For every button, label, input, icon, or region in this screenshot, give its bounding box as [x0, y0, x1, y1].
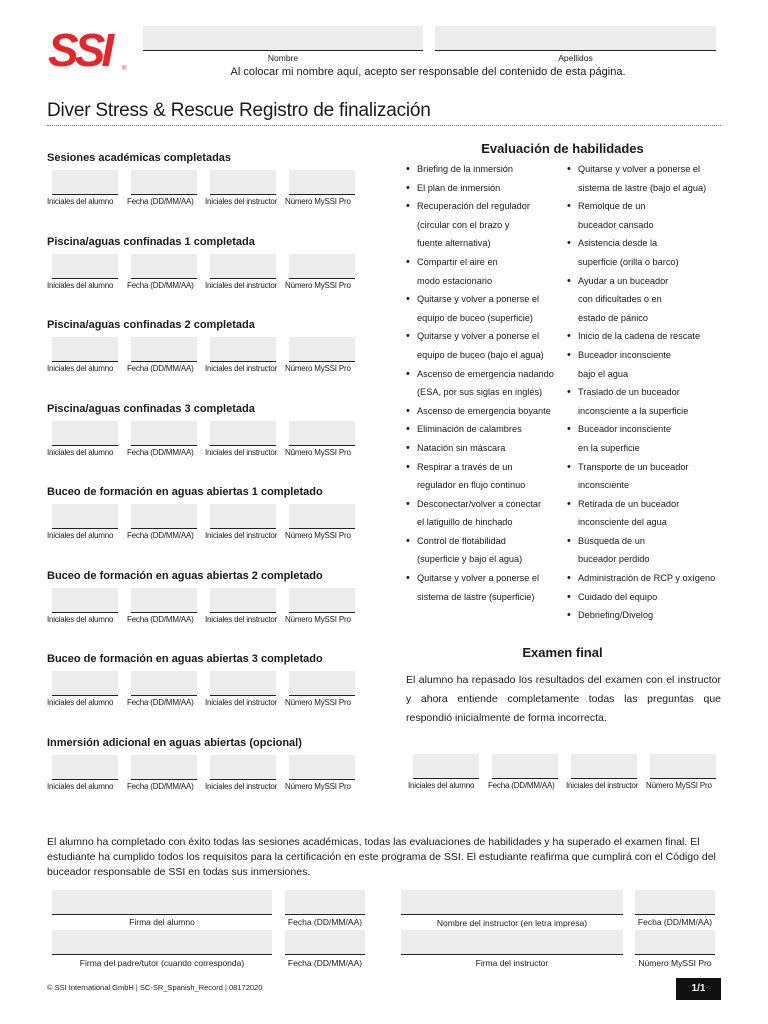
instructor-initials-field[interactable]: [210, 588, 276, 613]
student-initials-field[interactable]: [52, 671, 118, 696]
field-label: Fecha (DD/MM/AA): [127, 781, 194, 791]
field-label: Número MySSI Pro: [285, 364, 351, 373]
skill-item: • Remolque de un buceador cansado: [566, 197, 731, 234]
student-initials-field[interactable]: [52, 170, 118, 195]
exam-date-field[interactable]: [492, 754, 558, 779]
instructor-initials-field[interactable]: [210, 671, 276, 696]
skill-item: • Control de flotabilidad (superficie y bajo el agua): [405, 532, 570, 569]
myssi-number-field[interactable]: [289, 671, 355, 696]
svg-text:SSI: SSI: [48, 26, 111, 72]
instructor-name-label: Nombre del instructor (en letra impresa): [436, 918, 588, 928]
name-field[interactable]: [143, 26, 423, 51]
date-field[interactable]: [131, 671, 197, 696]
certification-text: El alumno ha completado con éxito todas las sesiones académicas, todas las evaluaciones de habilidades y ha superado el examen final. El estudiante ha cumplido todos los requisitos para la certificación en este programa de SSI. El estudiante reafirma que cumplirá con el Código del buceador responsable de SSI en todas sus inmersiones.: [47, 836, 716, 878]
exam-instructor-initials-field[interactable]: [571, 754, 637, 779]
exam-text: El alumno ha repasado los resultados del examen con el instructor y ahora entiende completamente todas las preguntas que respondió inicialmente de forma incorrecta.: [406, 674, 721, 724]
myssi-number-field[interactable]: [289, 504, 355, 529]
guardian-signature-field[interactable]: [52, 930, 272, 955]
name-label: Nombre: [267, 53, 299, 63]
myssi-number-field[interactable]: [289, 254, 355, 279]
guardian-signature-label: Firma del padre/tutor (cuando corresponda): [79, 958, 245, 968]
skill-item: • Quitarse y volver a ponerse el sistema de lastre (superficie): [405, 569, 570, 606]
student-signature-field[interactable]: [52, 890, 272, 915]
myssi-number-field[interactable]: [289, 755, 355, 780]
field-label: Iniciales del instructor: [205, 781, 278, 791]
date-field[interactable]: [131, 170, 197, 195]
skill-item: • Buceador inconsciente en la superficie: [566, 420, 731, 457]
field-label: Fecha (DD/MM/AA): [127, 614, 194, 624]
instructor-initials-field[interactable]: [210, 337, 276, 362]
date-field-3[interactable]: [285, 930, 365, 955]
surname-label: Apellidos: [558, 53, 593, 63]
field-label: Iniciales del instructor: [205, 447, 278, 457]
page-number: 1/1: [676, 978, 721, 1000]
skill-item: • Administración de RCP y oxígeno: [566, 569, 731, 588]
field-label: Número MySSI Pro: [285, 781, 351, 791]
skill-item: • Compartir el aire en modo estacionario: [405, 253, 570, 290]
field-label: Iniciales del instructor: [205, 280, 278, 290]
date-field[interactable]: [131, 254, 197, 279]
session-title: Buceo de formación en aguas abiertas 3 completado: [47, 653, 323, 665]
exam-student-initials-field[interactable]: [413, 754, 479, 779]
field-label: Iniciales del alumno: [47, 280, 114, 290]
skill-item: • Asistencia desde la superficie (orilla o barco): [566, 234, 731, 271]
skill-item: • Retirada de un buceador inconsciente del agua: [566, 495, 731, 532]
date-label-2: Fecha (DD/MM/AA): [637, 917, 713, 927]
ssi-logo: [48, 26, 130, 72]
field-label: Iniciales del instructor: [205, 698, 278, 707]
field-label: Iniciales del alumno: [47, 531, 114, 540]
field-label: Número MySSI Pro: [285, 531, 351, 540]
field-label: Fecha (DD/MM/AA): [127, 698, 194, 707]
student-initials-field[interactable]: [52, 421, 118, 446]
skill-item: • Quitarse y volver a ponerse el sistema de lastre (bajo el agua): [566, 160, 731, 197]
skill-item: • Recuperación del regulador (circular con el brazo y fuente alternativa): [405, 197, 570, 253]
page-title: Diver Stress & Rescue Registro de finalización: [47, 100, 431, 121]
skill-item: • Inicio de la cadena de rescate: [566, 327, 731, 346]
myssi-number-label: Número MySSI Pro: [638, 958, 712, 968]
exam-field-label: Número MySSI Pro: [646, 781, 712, 790]
session-title: Piscina/aguas confinadas 1 completada: [47, 235, 255, 248]
myssi-number-field[interactable]: [289, 588, 355, 613]
student-initials-field[interactable]: [52, 504, 118, 529]
instructor-initials-field[interactable]: [210, 170, 276, 195]
skill-item: • Buceador inconsciente bajo el agua: [566, 346, 731, 383]
exam-field-label: Iniciales del alumno: [408, 781, 475, 790]
instructor-name-field[interactable]: [401, 890, 623, 915]
instructor-signature-field[interactable]: [401, 930, 623, 955]
skill-item: • Natación sin máscara: [405, 439, 570, 458]
session-title: Piscina/aguas confinadas 3 completada: [47, 402, 255, 415]
field-label: Iniciales del alumno: [47, 698, 114, 707]
skill-item: • Búsqueda de un buceador perdido: [566, 532, 731, 569]
exam-title: Examen final: [522, 645, 603, 660]
surname-field[interactable]: [435, 26, 716, 51]
exam-myssi-number-field[interactable]: [650, 754, 716, 779]
instructor-initials-field[interactable]: [210, 504, 276, 529]
field-label: Iniciales del alumno: [47, 197, 114, 206]
exam-field-label: Iniciales del instructor: [566, 781, 639, 790]
field-label: Iniciales del instructor: [205, 614, 278, 624]
field-label: Fecha (DD/MM/AA): [127, 364, 194, 373]
student-initials-field[interactable]: [52, 755, 118, 780]
skill-item: • Ascenso de emergencia nadando (ESA, por sus siglas en inglés): [405, 365, 570, 402]
field-label: Fecha (DD/MM/AA): [127, 531, 194, 540]
skill-item: • Quitarse y volver a ponerse el equipo de buceo (bajo el agua): [405, 327, 570, 364]
skill-item: • Ascenso de emergencia boyante: [405, 402, 570, 421]
skills-title: Evaluación de habilidades: [481, 141, 644, 156]
instructor-signature-label: Firma del instructor: [475, 958, 549, 968]
skill-item: • Desconectar/volver a conectar el latiguillo de hinchado: [405, 495, 570, 532]
date-field[interactable]: [131, 504, 197, 529]
date-field[interactable]: [131, 337, 197, 362]
myssi-number-field[interactable]: [635, 930, 715, 955]
instructor-initials-field[interactable]: [210, 421, 276, 446]
myssi-number-field[interactable]: [289, 337, 355, 362]
date-field[interactable]: [131, 588, 197, 613]
field-label: Iniciales del instructor: [205, 197, 278, 206]
title-divider: [47, 125, 721, 126]
session-title: Buceo de formación en aguas abiertas 2 completado: [47, 569, 323, 582]
instructor-initials-field[interactable]: [210, 755, 276, 780]
student-initials-field[interactable]: [52, 254, 118, 279]
field-label: Número MySSI Pro: [285, 197, 351, 206]
field-label: Fecha (DD/MM/AA): [127, 197, 194, 206]
date-field-1[interactable]: [285, 890, 365, 915]
field-label: Número MySSI Pro: [285, 614, 351, 624]
footer-copyright: © SSI International GmbH | SC-SR_Spanish_Record | 08172020: [47, 983, 263, 992]
field-label: Iniciales del alumno: [47, 781, 114, 791]
session-title: Inmersión adicional en aguas abiertas (opcional): [47, 736, 302, 749]
myssi-number-field[interactable]: [289, 170, 355, 195]
field-label: Iniciales del instructor: [205, 531, 278, 540]
session-title: Piscina/aguas confinadas 2 completada: [47, 319, 255, 331]
student-initials-field[interactable]: [52, 337, 118, 362]
exam-field-label: Fecha (DD/MM/AA): [488, 781, 555, 790]
skill-item: • Eliminación de calambres: [405, 420, 570, 439]
skill-item: • El plan de inmersión: [405, 179, 570, 198]
instructor-initials-field[interactable]: [210, 254, 276, 279]
skills-list-left: [405, 160, 570, 606]
session-title: Buceo de formación en aguas abiertas 1 completado: [47, 486, 323, 498]
skill-item: • Traslado de un buceador inconsciente a la superficie: [566, 383, 731, 420]
acceptance-text: Al colocar mi nombre aquí, acepto ser responsable del contenido de esta página.: [230, 66, 626, 78]
skill-item: • Quitarse y volver a ponerse el equipo de buceo (superficie): [405, 290, 570, 327]
date-field[interactable]: [131, 755, 197, 780]
field-label: Número MySSI Pro: [285, 698, 351, 707]
field-label: Iniciales del alumno: [47, 447, 114, 457]
field-label: Iniciales del instructor: [205, 364, 278, 373]
field-label: Número MySSI Pro: [285, 280, 351, 290]
svg-text:®: ®: [122, 66, 127, 72]
field-label: Número MySSI Pro: [285, 447, 351, 457]
skill-item: • Ayudar a un buceador con dificultades o en estado de pánico: [566, 272, 731, 328]
field-label: Iniciales del alumno: [47, 364, 114, 373]
skill-item: • Respirar a través de un regulador en flujo continuo: [405, 458, 570, 495]
skills-list-right: [566, 160, 731, 625]
myssi-number-field[interactable]: [289, 421, 355, 446]
student-signature-label: Firma del alumno: [129, 917, 195, 927]
date-field[interactable]: [131, 421, 197, 446]
skill-item: • Briefing de la inmersión: [405, 160, 570, 179]
field-label: Iniciales del alumno: [47, 614, 114, 624]
date-label-1: Fecha (DD/MM/AA): [287, 917, 363, 927]
session-title: Sesiones académicas completadas: [47, 152, 232, 164]
skill-item: • Debriefing/Divelog: [566, 606, 731, 625]
date-label-3: Fecha (DD/MM/AA): [287, 958, 363, 968]
skill-item: • Cuidado del equipo: [566, 588, 731, 607]
field-label: Fecha (DD/MM/AA): [127, 280, 194, 290]
date-field-2[interactable]: [635, 890, 715, 915]
student-initials-field[interactable]: [52, 588, 118, 613]
field-label: Fecha (DD/MM/AA): [127, 447, 194, 457]
skill-item: • Transporte de un buceador inconsciente: [566, 458, 731, 495]
